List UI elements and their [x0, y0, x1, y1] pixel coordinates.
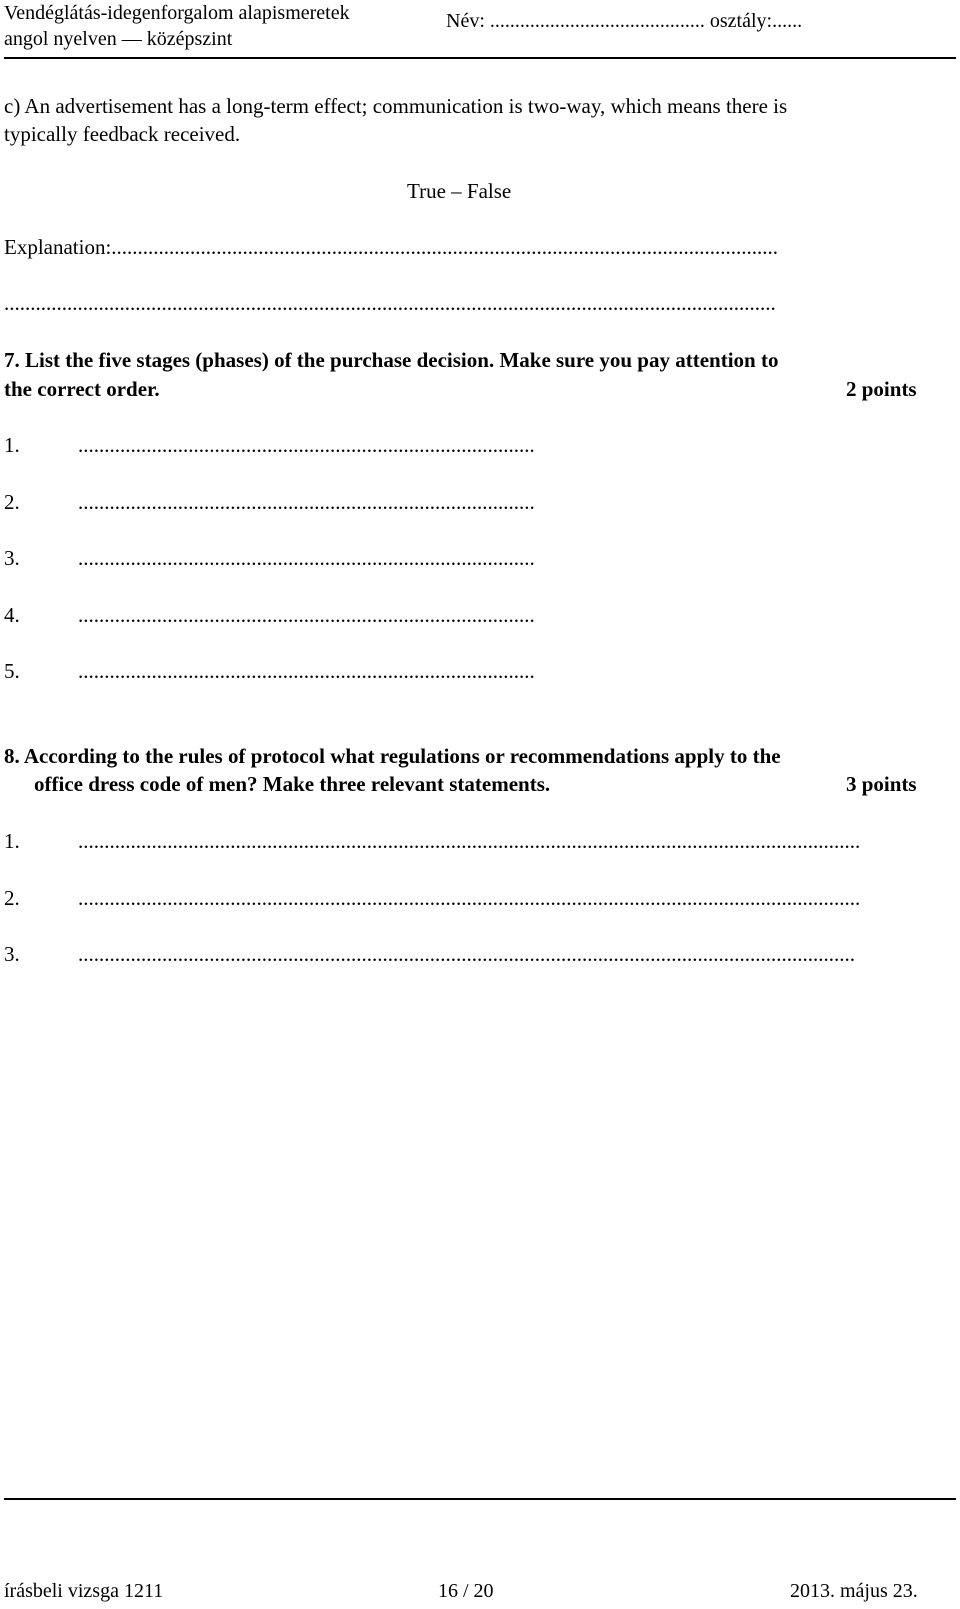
- q7-answer-2-field[interactable]: .......................................................................................: [78, 490, 535, 514]
- q7-answer-5-num: 5.: [4, 659, 20, 683]
- q8-prompt-line2: office dress code of men? Make three relevant statements.: [34, 772, 551, 796]
- q6c-true-false[interactable]: True – False: [407, 179, 512, 203]
- q8-answer-2-field[interactable]: .....................................................................................................................................................: [78, 886, 861, 910]
- footer-exam-code: írásbeli vizsga 1211: [4, 1580, 164, 1602]
- q7-answer-1-field[interactable]: .......................................................................................: [78, 433, 535, 457]
- q6c-statement-line1: c) An advertisement has a long-term effect; communication is two-way, which means there is: [4, 94, 788, 118]
- q7-answer-4-field[interactable]: .......................................................................................: [78, 603, 535, 627]
- footer-page-number: 16 / 20: [438, 1580, 494, 1602]
- footer-date: 2013. május 23.: [790, 1580, 918, 1602]
- header-subject: [4, 0, 350, 52]
- q7-answer-4-num: 4.: [4, 603, 20, 627]
- q7-answer-3-num: 3.: [4, 546, 20, 570]
- q6c-explanation-line2[interactable]: ...................................................................................................................................................: [4, 291, 776, 315]
- q7-answer-3-field[interactable]: .......................................................................................: [78, 546, 535, 570]
- q8-answer-3-field[interactable]: ....................................................................................................................................................: [78, 942, 855, 966]
- q8-prompt-line1: 8. According to the rules of protocol what regulations or recommendations apply to the: [4, 744, 781, 768]
- q7-prompt-line1: 7. List the five stages (phases) of the purchase decision. Make sure you pay attention to: [4, 348, 779, 372]
- q8-answer-3-num: 3.: [4, 942, 20, 966]
- q8-points: 3 points: [846, 772, 917, 796]
- q8-answer-1-field[interactable]: .....................................................................................................................................................: [78, 829, 861, 853]
- header-rule: [4, 57, 956, 59]
- q8-answer-1-num: 1.: [4, 829, 20, 853]
- q7-answer-5-field[interactable]: .......................................................................................: [78, 659, 535, 683]
- header-subject-line1: Vendéglátás-idegenforgalom alapismeretek: [4, 2, 350, 24]
- q6c-explanation-field[interactable]: Explanation:...............................................................................................................................: [4, 235, 779, 259]
- q7-answer-2-num: 2.: [4, 490, 20, 514]
- q6c-statement-line2: typically feedback received.: [4, 122, 241, 146]
- footer-rule: [4, 1498, 956, 1500]
- q7-answer-1-num: 1.: [4, 433, 20, 457]
- q8-answer-2-num: 2.: [4, 886, 20, 910]
- header-name-field[interactable]: Név: ........................................... osztály:......: [446, 10, 803, 32]
- q7-points: 2 points: [846, 377, 917, 401]
- header-subject-line2: angol nyelven — középszint: [4, 28, 233, 50]
- q7-prompt-line2: the correct order.: [4, 377, 160, 401]
